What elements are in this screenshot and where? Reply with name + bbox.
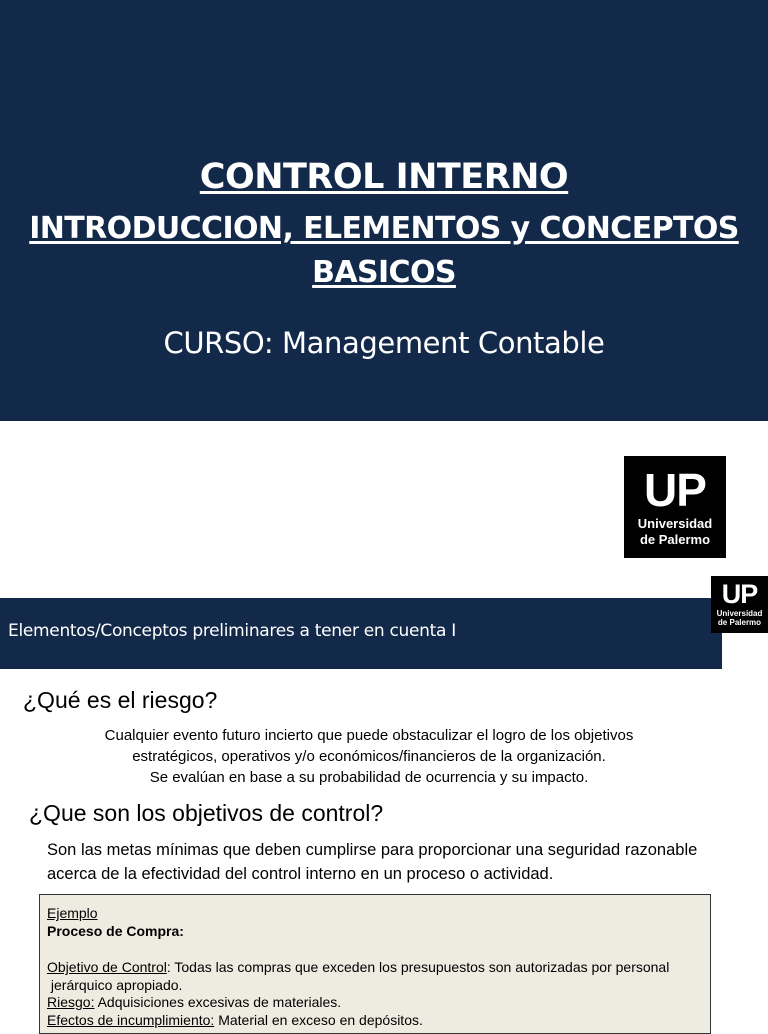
section-header-title: Elementos/Conceptos preliminares a tener en cuenta I — [8, 621, 456, 641]
title-slide — [0, 0, 768, 421]
logo-name-line2: de Palermo — [639, 532, 711, 547]
answer-risk — [0, 725, 738, 788]
answer-risk-line: Cualquier evento futuro incierto que puede obstaculizar el logro de los objetivos — [104, 727, 634, 744]
risk-label: Riesgo: — [47, 994, 95, 1010]
objective-text-cont: jerárquico apropiado. — [47, 976, 183, 993]
answer-risk-line: estratégicos, operativos y/o económicos/financieros de la organización. — [132, 748, 606, 765]
course-name: CURSO: Management Contable — [163, 326, 605, 360]
logo-small-mark: UP — [721, 579, 758, 609]
example-objective — [47, 959, 710, 977]
answer-objectives-line: Son las metas mínimas que deben cumplirse para proporcionar una seguridad razonable — [47, 841, 698, 859]
objective-text: : Todas las compras que exceden los presupuestos son autorizadas por personal — [166, 959, 670, 975]
section-header — [0, 598, 722, 669]
example-label: Ejemplo — [47, 905, 98, 921]
effects-label: Efectos de incumplimiento: — [47, 1011, 215, 1028]
question-risk: ¿Qué es el riesgo? — [23, 687, 218, 713]
logo-mark: UP — [644, 464, 706, 516]
risk-text: Adquisiciones excesivas de materiales. — [94, 994, 342, 1010]
example-risk — [47, 994, 710, 1012]
slide-title: CONTROL INTERNO — [199, 157, 569, 197]
question-control-objectives: ¿Que son los objetivos de control? — [29, 800, 384, 826]
university-logo — [624, 456, 726, 558]
example-process: Proceso de Compra: — [47, 922, 184, 939]
logo-name-line1: Universidad — [637, 516, 713, 531]
objective-label: Objetivo de Control — [47, 959, 167, 975]
example-effects — [47, 1012, 710, 1030]
example-box — [39, 894, 711, 1034]
effects-text: Material en exceso en depósitos. — [214, 1011, 423, 1028]
answer-control-objectives — [47, 838, 737, 886]
answer-risk-line: Se evalúan en base a su probabilidad de ocurrencia y su impacto. — [149, 769, 589, 786]
logo-small-name-line2: de Palermo — [717, 618, 762, 627]
university-logo-small — [711, 576, 768, 633]
logo-small-name-line1: Universidad — [716, 609, 763, 618]
answer-objectives-line: acerca de la efectividad del control interno en un proceso o actividad. — [47, 865, 554, 883]
slide-subtitle: INTRODUCCION, ELEMENTOS y CONCEPTOS BASICOS — [29, 211, 739, 290]
